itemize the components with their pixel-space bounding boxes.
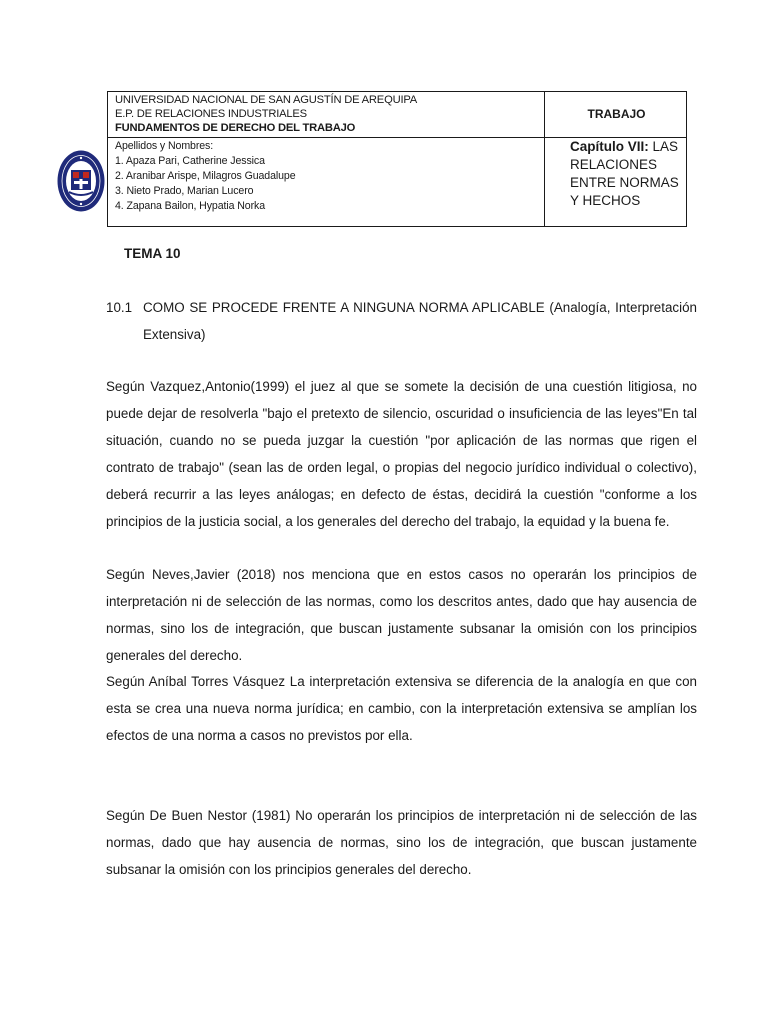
paragraph-vazquez: Según Vazquez,Antonio(1999) el juez al que se somete la decisión de una cuestión litigiosa, no puede dejar de resolverla "bajo el pretexto de silencio, oscuridad o insuficiencia de las leyes"En tal situación, cuando no se pueda juzgar la cuestión "por aplicación de las normas que rigen el contrato de trabajo" (sean las de orden legal, o propias del negocio jurídico individual o colectivo), deberá recurrir a las leyes análogas; en defecto de éstas, decidirá la cuestión "conforme a los principios de la justicia social, a los generales del derecho del trabajo, la equidad y la buena fe. [106,379,697,529]
paragraph-debuen: Según De Buen Nestor (1981) No operarán los principios de interpretación ni de selección de las normas, dado que hay ausencia de normas, sino los de integración, que buscan justamente subsanar la omisión con los principios generales del derecho. [106,808,697,877]
student-name: 3. Nieto Prado, Marian Lucero [115,185,254,197]
paragraph-torres: Según Aníbal Torres Vásquez La interpretación extensiva se diferencia de la analogía en que con esta se crea una nueva norma jurídica; en cambio, con la interpretación extensiva se amplían los efectos de una norma a casos no previstos por ella. [106,674,697,743]
header-table [107,91,687,227]
chapter-title: LAS RELACIONES ENTRE NORMAS Y HECHOS [570,139,679,208]
student-name: 2. Aranibar Arispe, Milagros Guadalupe [115,170,296,182]
course-name: FUNDAMENTOS DE DERECHO DEL TRABAJO [115,122,356,134]
topic-heading: TEMA 10 [124,246,181,261]
student-name: 4. Zapana Bailon, Hypatia Norka [115,200,266,212]
section-number: 10.1 [106,300,133,315]
student-name: 1. Apaza Pari, Catherine Jessica [115,155,265,167]
school-name: E.P. DE RELACIONES INDUSTRIALES [115,108,307,120]
chapter-label: Capítulo VII: [570,139,649,154]
students-cell [115,139,296,214]
document-type: TRABAJO [587,107,646,121]
paragraph-neves: Según Neves,Javier (2018) nos menciona que en estos casos no operarán los principios de interpretación ni de selección de las normas, como los descritos antes, dado que hay ausencia de normas, sino los de integración, que buscan justamente subsanar la omisión con los principios generales del derecho. [106,567,697,663]
university-logo [57,150,105,212]
names-label: Apellidos y Nombres: [115,140,214,152]
university-name: UNIVERSIDAD NACIONAL DE SAN AGUSTÍN DE AREQUIPA [115,94,418,106]
section-title: COMO SE PROCEDE FRENTE A NINGUNA NORMA APLICABLE (Analogía, Interpretación Extensiva) [143,300,697,342]
chapter-cell [570,138,680,210]
institution-cell [115,93,417,135]
